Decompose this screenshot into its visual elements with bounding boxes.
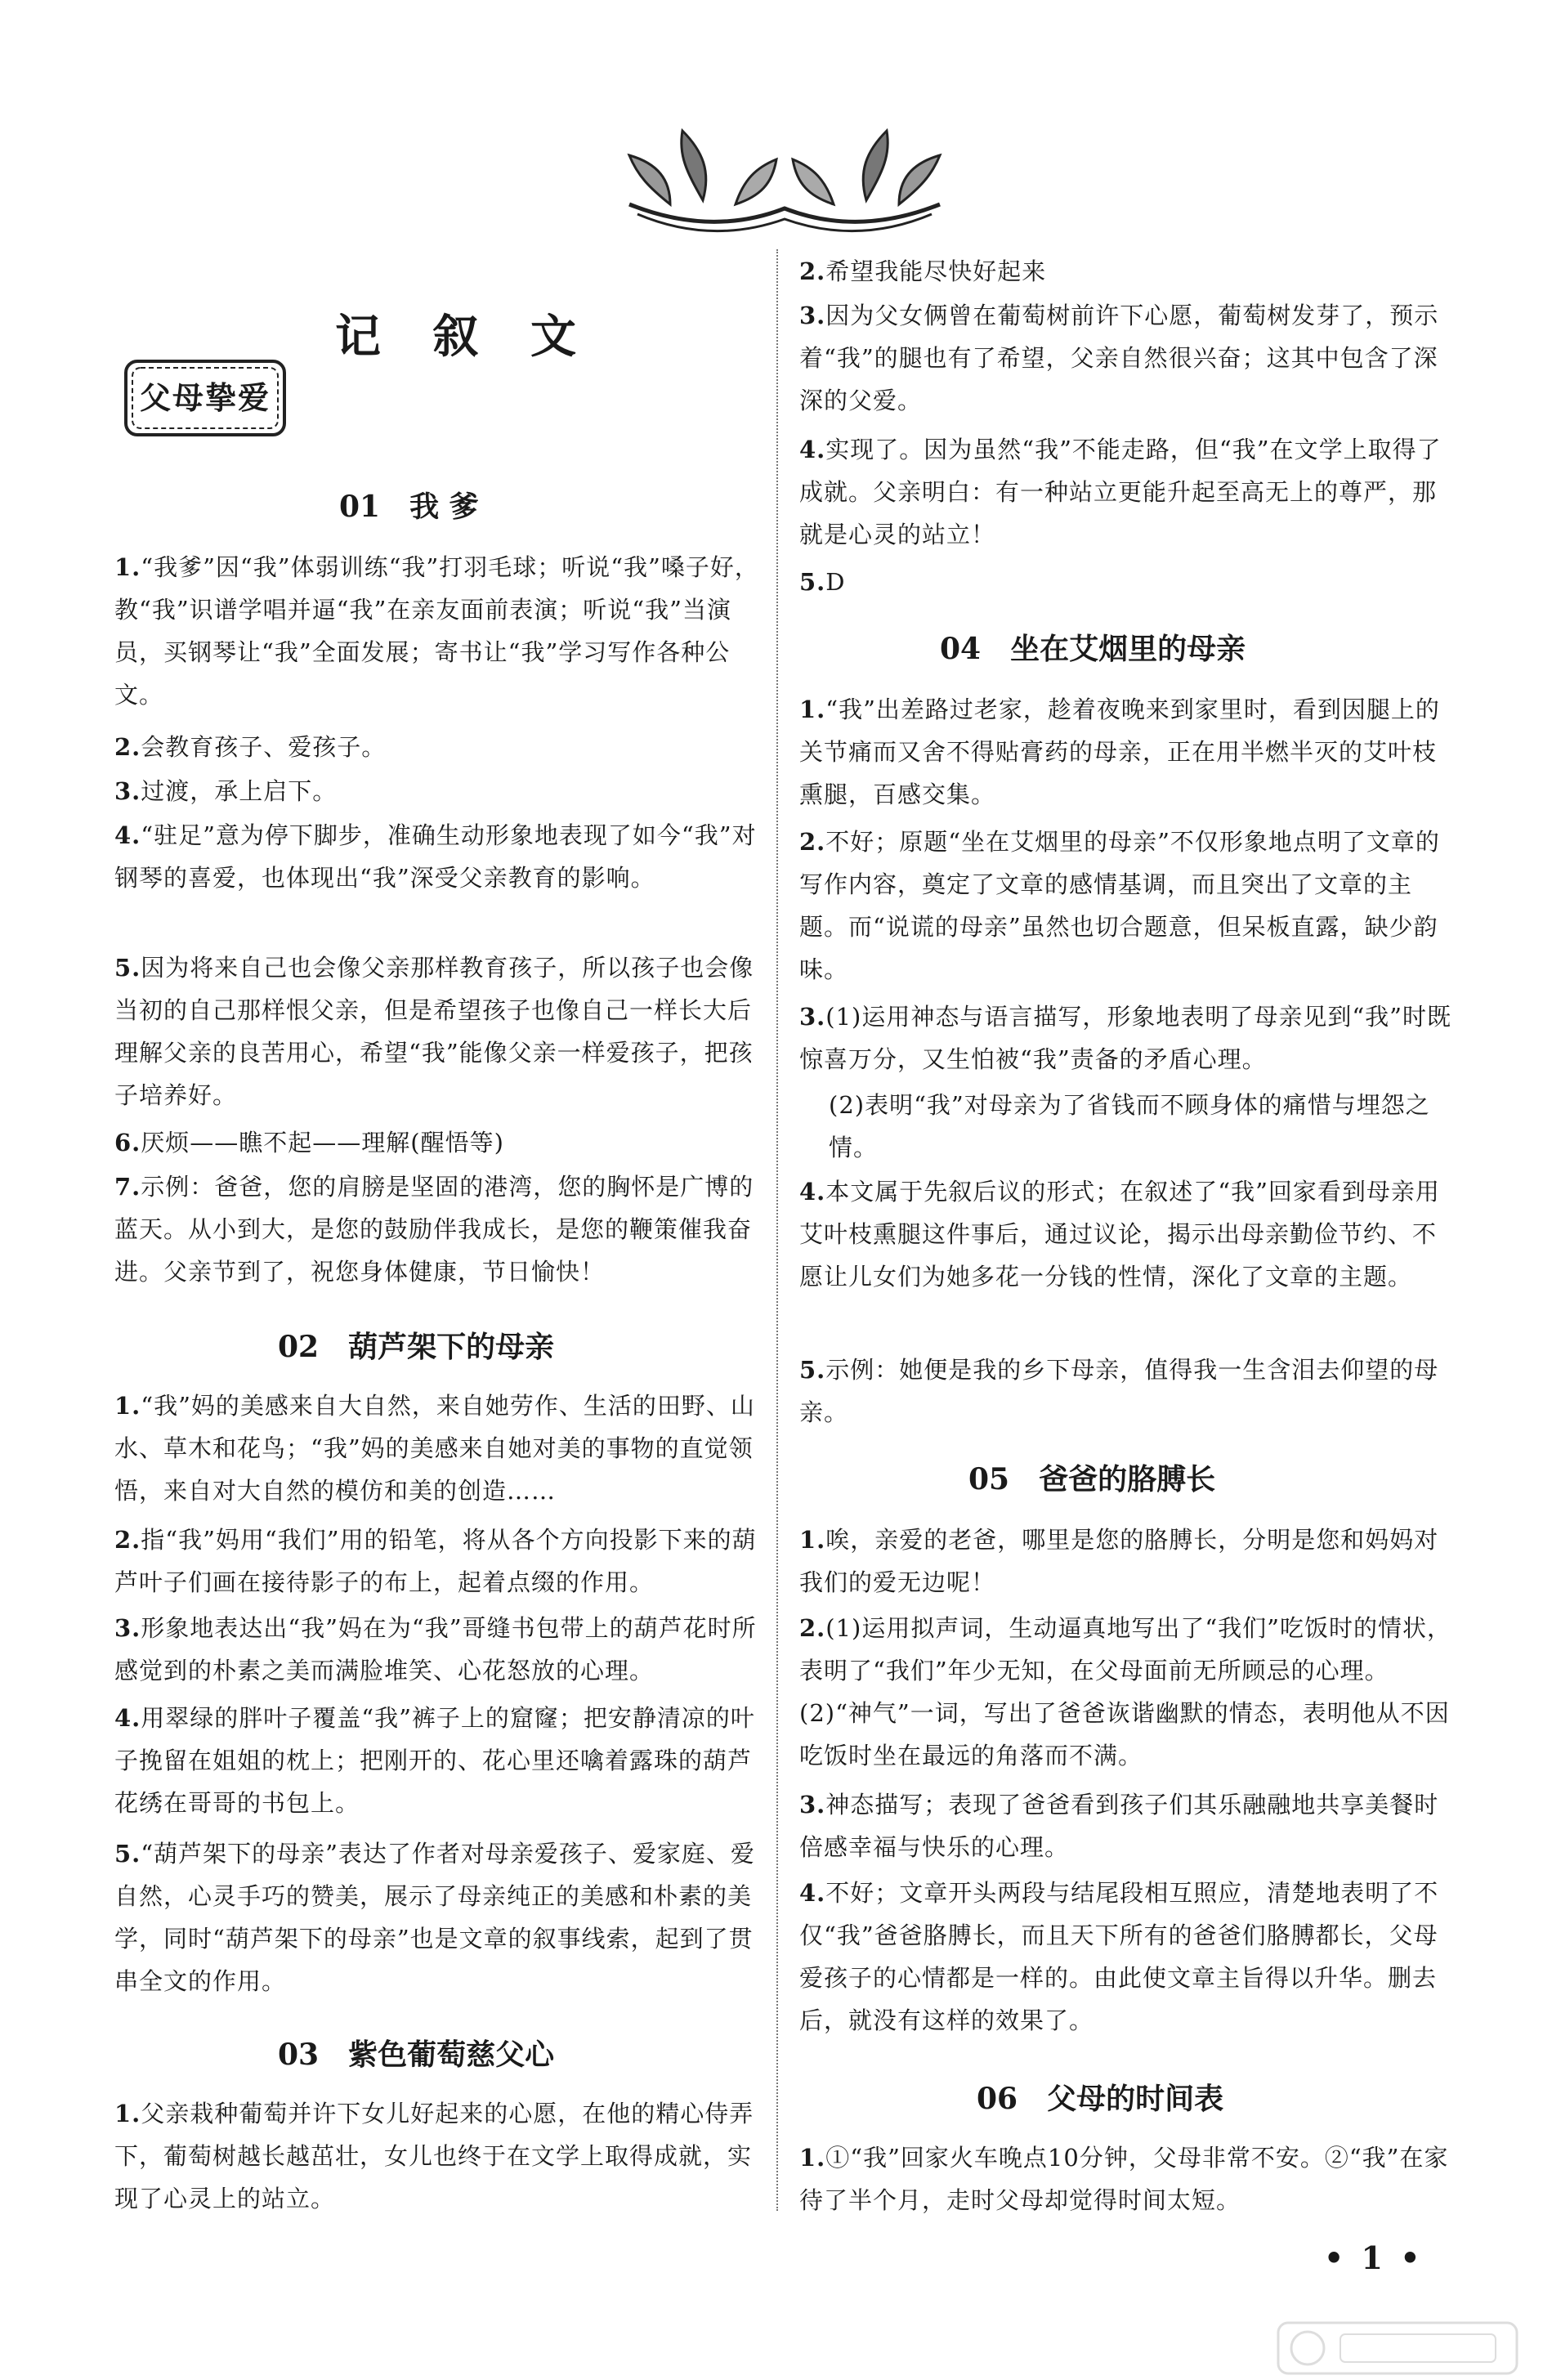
answer-item: 3.(1)运用神态与语言描写，形象地表明了母亲见到“我”时既惊喜万分，又生怕被“我”责备的矛盾心理。	[799, 1003, 1452, 1073]
answer-item: 4.不好；文章开头两段与结尾段相互照应，清楚地表明了不仅“我”爸爸胳膊长，而且天下所有的爸爸们胳膊都长，父母爱孩子的心情都是一样的。由此使文章主旨得以升华。删去后，就没有这样的效果了。	[799, 1879, 1439, 2034]
answer-item: 4.用翠绿的胖叶子覆盖“我”裤子上的窟窿；把安静清凉的叶子挽留在姐姐的枕上；把刚开的、花心里还噙着露珠的葫芦花绣在哥哥的书包上。	[114, 1704, 755, 1817]
answer-item: 1.父亲栽种葡萄并许下女儿好起来的心愿，在他的精心侍弄下，葡萄树越长越茁壮，女儿也终于在文学上取得成就，实现了心灵上的站立。	[114, 2100, 754, 2212]
answer-subitem: (2)表明“我”对母亲为了省钱而不顾身体的痛惜与埋怨之情。	[829, 1091, 1430, 1161]
category-badge	[121, 356, 289, 440]
answer-item: 1.“我”出差路过老家，趁着夜晚来到家里时，看到因腿上的关节痛而又舍不得贴膏药的母亲，正在用半燃半灭的艾叶枝熏腿，百感交集。	[799, 696, 1440, 808]
page-number: • 1 •	[1324, 2239, 1424, 2276]
leaf-ornament-icon	[613, 123, 956, 253]
answer-item: 4.实现了。因为虽然“我”不能走路，但“我”在文学上取得了成就。父亲明白：有一种站立更能升起至高无上的尊严，那就是心灵的站立！	[799, 436, 1442, 548]
answer-item: 3.因为父女俩曾在葡萄树前许下心愿，葡萄树发芽了，预示着“我”的腿也有了希望，父亲自然很兴奋；这其中包含了深深的父爱。	[799, 302, 1439, 414]
column-divider	[776, 249, 778, 2211]
answer-item: 2.会教育孩子、爱孩子。	[114, 733, 387, 761]
watermark-logo-icon	[1275, 2320, 1520, 2377]
answer-item: 5.D	[799, 568, 846, 596]
section-title-01: 01 我 爹	[339, 490, 479, 524]
answer-item: 2.(1)运用拟声词，生动逼真地写出了“我们”吃饭时的情状，表明了“我们”年少无知，在父母面前无所顾忌的心理。 (2)“神气”一词，写出了爸爸诙谐幽默的情态，表明他从不因吃饭时坐在最远的角落而不满。	[799, 1614, 1452, 1769]
answer-item: 2.指“我”妈用“我们”用的铅笔，将从各个方向投影下来的葫芦叶子们画在接待影子的布上，起着点缀的作用。	[114, 1526, 757, 1596]
section-title-05: 05 爸爸的胳膊长	[968, 1462, 1216, 1496]
answer-item: 3.神态描写；表现了爸爸看到孩子们其乐融融地共享美餐时倍感幸福与快乐的心理。	[799, 1791, 1439, 1861]
answer-item: 7.示例：爸爸，您的肩膀是坚固的港湾，您的胸怀是广博的蓝天。从小到大，是您的鼓励伴我成长，是您的鞭策催我奋进。父亲节到了，祝您身体健康，节日愉快！	[114, 1173, 754, 1286]
section-title-02: 02 葫芦架下的母亲	[278, 1330, 555, 1364]
section-title-06: 06 父母的时间表	[977, 2082, 1224, 2116]
answer-item: 1.“我”妈的美感来自大自然，来自她劳作、生活的田野、山水、草木和花鸟；“我”妈的美感来自她对美的事物的直觉领悟，来自对大自然的模仿和美的创造……	[114, 1392, 755, 1505]
answer-item: 4.本文属于先叙后议的形式；在叙述了“我”回家看到母亲用艾叶枝熏腿这件事后，通过议论，揭示出母亲勤俭节约、不愿让儿女们为她多花一分钱的性情，深化了文章的主题。	[799, 1178, 1440, 1291]
answer-item: 3.过渡，承上启下。	[114, 777, 338, 805]
section-title-04: 04 坐在艾烟里的母亲	[940, 632, 1246, 666]
answer-item: 3.形象地表达出“我”妈在为“我”哥缝书包带上的葫芦花时所感觉到的朴素之美而满脸堆笑、心花怒放的心理。	[114, 1614, 757, 1684]
answer-item: 1.“我爹”因“我”体弱训练“我”打羽毛球；听说“我”嗓子好，教“我”识谱学唱并逼“我”在亲友面前表演；听说“我”当演员，买钢琴让“我”全面发展；寄书让“我”学习写作各种公文。	[114, 553, 759, 709]
answer-item: 5.因为将来自己也会像父亲那样教育孩子，所以孩子也会像当初的自己那样恨父亲，但是希望孩子也像自己一样长大后理解父亲的良苦用心，希望“我”能像父亲一样爱孩子，把孩子培养好。	[114, 954, 754, 1109]
answer-item: 1.唉，亲爱的老爸，哪里是您的胳膊长，分明是您和妈妈对我们的爱无边呢！	[799, 1526, 1439, 1596]
page-title: 记 叙 文	[335, 310, 594, 364]
answer-item: 6.厌烦——瞧不起——理解(醒悟等)	[114, 1129, 504, 1156]
answer-item: 2.希望我能尽快好起来	[799, 257, 1047, 285]
answer-item: 2.不好；原题“坐在艾烟里的母亲”不仅形象地点明了文章的写作内容，奠定了文章的感情基调，而且突出了文章的主题。而“说谎的母亲”虽然也切合题意，但呆板直露，缺少韵味。	[799, 828, 1440, 983]
answer-item: 1.①“我”回家火车晚点10分钟，父母非常不安。②“我”在家待了半个月，走时父母却觉得时间太短。	[799, 2144, 1449, 2214]
answer-item: 5.示例：她便是我的乡下母亲，值得我一生含泪去仰望的母亲。	[799, 1356, 1439, 1426]
answer-item: 4.“驻足”意为停下脚步，准确生动形象地表现了如今“我”对钢琴的喜爱，也体现出“我”深受父亲教育的影响。	[114, 821, 757, 892]
section-title-03: 03 紫色葡萄慈父心	[278, 2038, 555, 2072]
category-badge-label: 父母挚爱	[139, 380, 271, 416]
answer-item: 5.“葫芦架下的母亲”表达了作者对母亲爱孩子、爱家庭、爱自然，心灵手巧的赞美，展示了母亲纯正的美感和朴素的美学，同时“葫芦架下的母亲”也是文章的叙事线索，起到了贯串全文的作用。	[114, 1840, 755, 1995]
